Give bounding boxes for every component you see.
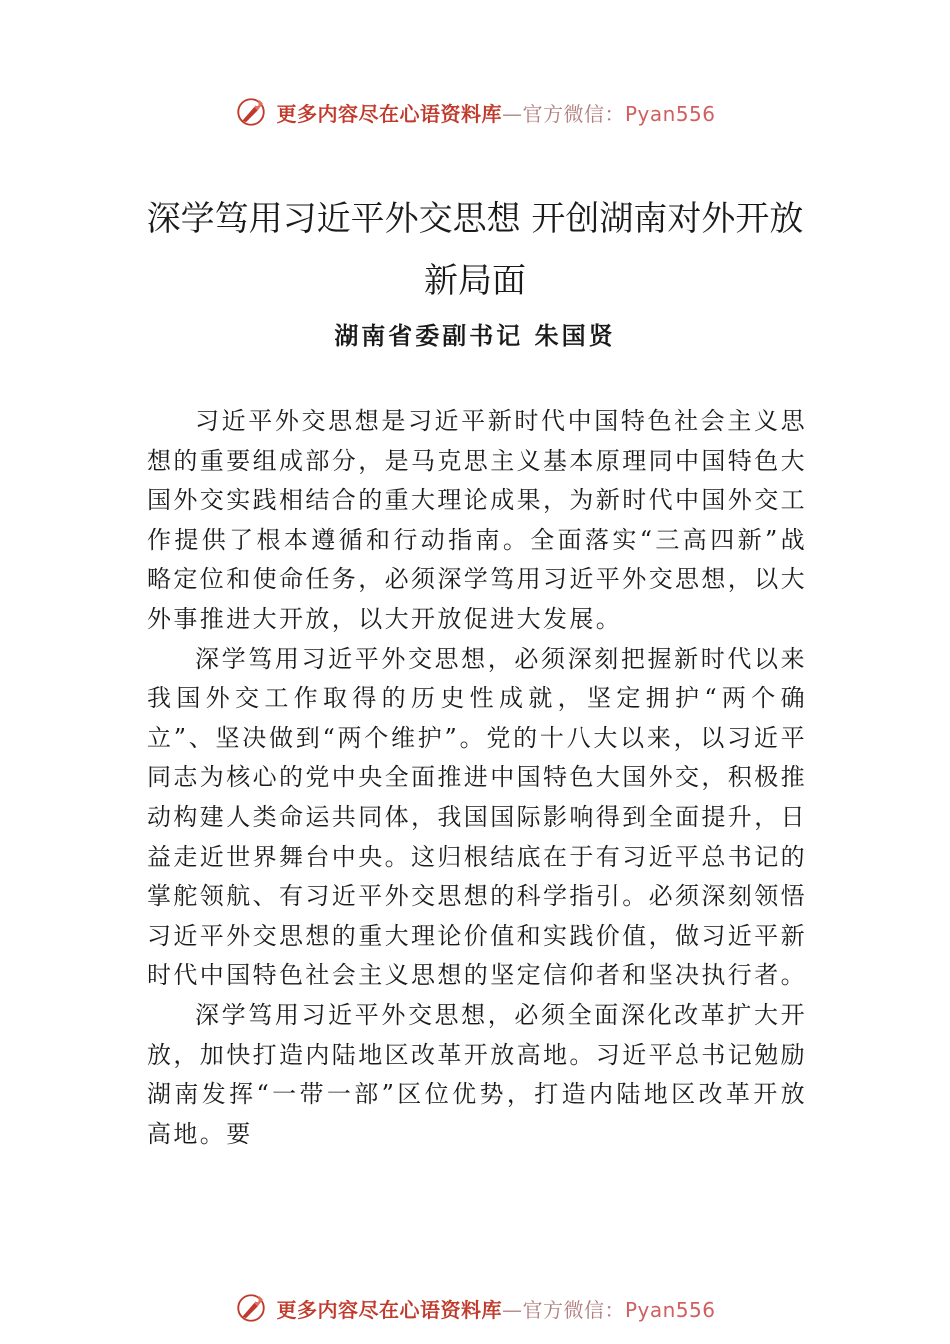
watermark-separator: — [501, 101, 523, 126]
pen-logo-icon [234, 95, 268, 129]
watermark-wechat-label: 官方微信： [522, 101, 625, 126]
document-body [147, 402, 807, 1154]
footer-watermark-banner [0, 1288, 950, 1328]
watermark-wechat-id: Pyan556 [624, 1297, 716, 1322]
watermark-wechat-label: 官方微信： [522, 1297, 625, 1322]
watermark-separator: — [501, 1297, 523, 1322]
watermark-text [276, 1294, 715, 1323]
document-title: 深学笃用习近平外交思想 开创湖南对外开放新局面 [146, 199, 804, 301]
watermark-wechat-id: Pyan556 [624, 101, 716, 126]
body-paragraph-1: 习近平外交思想是习近平新时代中国特色社会主义思想的重要组成部分，是马克思主义基本原理同中国特色大国外交实践相结合的重大理论成果，为新时代中国外交工作提供了根本遵循和行动指南。全面落实“三高四新”战略定位和使命任务，必须深学笃用习近平外交思想，以大外事推进大开放，以大开放促进大发展。 [147, 407, 807, 633]
document-author: 湖南省委副书记 朱国贤 [334, 321, 616, 350]
header-watermark-banner [0, 92, 950, 132]
watermark-brand: 更多内容尽在心语资料库 [276, 101, 502, 126]
watermark-brand: 更多内容尽在心语资料库 [276, 1297, 502, 1322]
pen-logo-icon [234, 1291, 268, 1325]
body-paragraph-2: 深学笃用习近平外交思想，必须深刻把握新时代以来我国外交工作取得的历史性成就，坚定拥护“两个确立”、坚决做到“两个维护”。党的十八大以来，以习近平同志为核心的党中央全面推进中国特色大国外交，积极推动构建人类命运共同体，我国国际影响得到全面提升，日益走近世界舞台中央。这归根结底在于有习近平总书记的掌舵领航、有习近平外交思想的科学指引。必须深刻领悟习近平外交思想的重大理论价值和实践价值，做习近平新时代中国特色社会主义思想的坚定信仰者和坚决执行者。 [147, 644, 807, 990]
body-paragraph-3: 深学笃用习近平外交思想，必须全面深化改革扩大开放，加快打造内陆地区改革开放高地。习近平总书记勉励湖南发挥“一带一部”区位优势，打造内陆地区改革开放高地。要 [147, 1000, 807, 1148]
watermark-text [276, 98, 715, 127]
